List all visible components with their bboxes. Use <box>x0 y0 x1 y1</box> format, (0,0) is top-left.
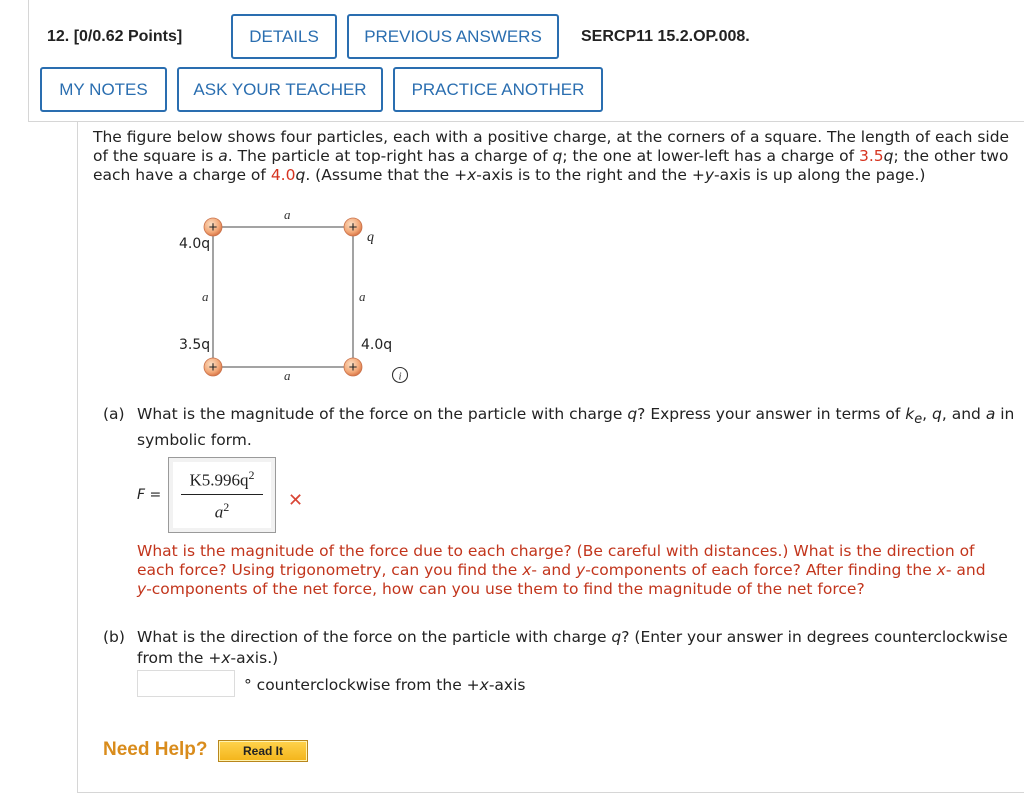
charge-label-bottom-left: 3.5q <box>179 337 211 353</box>
ask-your-teacher-button[interactable]: ASK YOUR TEACHER <box>177 67 383 112</box>
side-label-left: a <box>202 289 209 304</box>
charge-label-top-left: 4.0q <box>179 236 211 252</box>
charge-square-figure <box>160 200 430 396</box>
particle-top-left <box>204 218 222 236</box>
read-it-button[interactable]: Read It <box>218 740 308 762</box>
side-label-right: a <box>359 289 366 304</box>
previous-answers-button[interactable]: PREVIOUS ANSWERS <box>347 14 559 59</box>
svg-text:+: + <box>208 219 218 236</box>
details-button[interactable]: DETAILS <box>231 14 337 59</box>
fraction-bar <box>181 494 263 495</box>
svg-text:+: + <box>348 219 358 236</box>
need-help-label: Need Help? <box>103 739 208 760</box>
square-outline <box>213 227 353 367</box>
charge-label-bottom-right: 4.0q <box>361 337 393 353</box>
particle-bottom-right <box>344 358 362 376</box>
practice-another-button[interactable]: PRACTICE ANOTHER <box>393 67 603 112</box>
svg-text:+: + <box>208 359 218 376</box>
info-icon[interactable] <box>393 368 408 383</box>
direction-unit: ° counterclockwise from the +x-axis <box>244 676 526 694</box>
side-label-bottom: a <box>284 368 291 383</box>
svg-text:i: i <box>398 370 402 383</box>
particle-bottom-left <box>204 358 222 376</box>
question-number: 12. [0/0.62 Points] <box>47 28 183 45</box>
answer-numerator: $K5.996q^2$ <box>189 468 255 490</box>
side-label-top: a <box>284 207 291 222</box>
problem-code: SERCP11 15.2.OP.008. <box>581 28 750 45</box>
my-notes-button[interactable]: MY NOTES <box>40 67 167 112</box>
answer-a-box[interactable] <box>168 457 276 533</box>
feedback-hint: What is the magnitude of the force due to each charge? (Be careful with distances.) What is the direction of each force? Using trigonometry, can you find the x- and y-components of each force? After finding the x- and y-components of the net force, how can you use them to find the magnitude of the net force? <box>137 542 986 598</box>
question-header <box>28 0 1024 122</box>
force-label: F = <box>137 487 162 503</box>
problem-statement: The figure below shows four particles, each with a positive charge, at the corners of a square. The length of each side of the square is a. The particle at top-right has a charge of q; the one at lower-left has a charge of 3.5q; the other two each have a charge of 4.0q. (Assume that the +x-axis is to the right and the +y-axis is up along the page.) <box>93 128 1010 184</box>
charge-label-top-right: q <box>367 230 374 245</box>
direction-input[interactable] <box>137 670 235 697</box>
svg-text:+: + <box>348 359 358 376</box>
particle-top-right <box>344 218 362 236</box>
answer-denominator: $a^2$ <box>214 500 230 522</box>
incorrect-icon: ✕ <box>288 490 304 511</box>
